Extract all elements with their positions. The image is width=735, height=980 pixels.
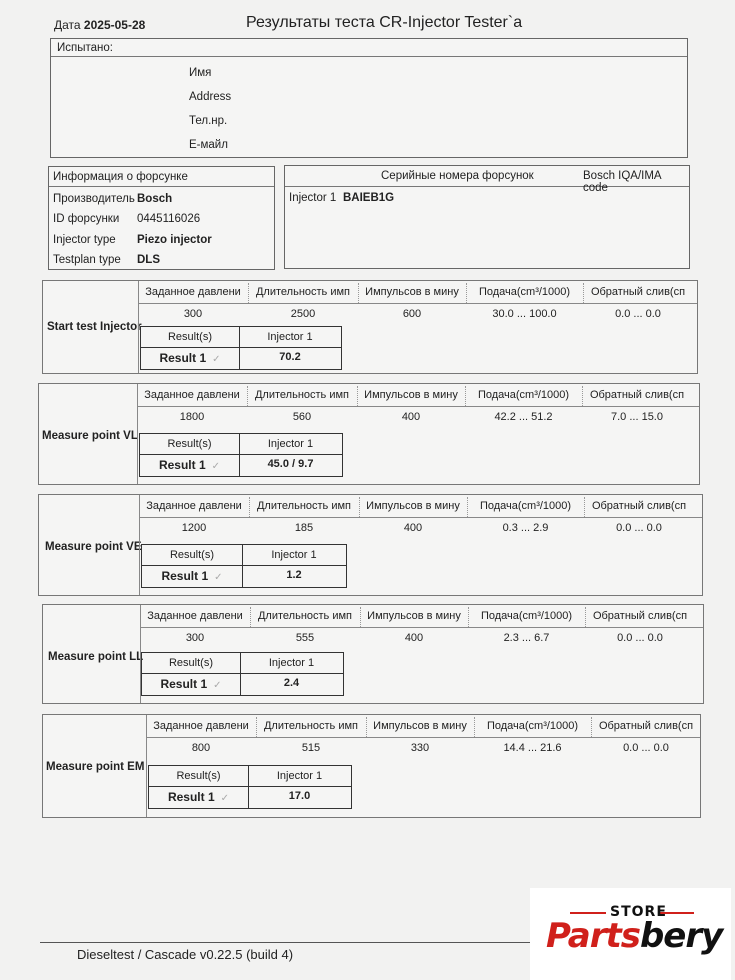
test-value: 0.0 ... 0.0 <box>617 632 663 644</box>
logo-brand-part2: bery <box>639 916 723 956</box>
column-header: Длительность имп <box>263 720 358 732</box>
column-header: Подача(cm³/1000) <box>478 286 571 298</box>
column-separator <box>248 283 249 303</box>
result-row-line <box>141 347 341 348</box>
column-header: Подача(cm³/1000) <box>486 720 579 732</box>
address-label: Address <box>189 91 232 103</box>
test-block <box>42 280 698 374</box>
column-separator <box>466 283 467 303</box>
test-value: 14.4 ... 21.6 <box>503 742 562 754</box>
test-header-row <box>140 605 703 628</box>
result-label: Result 1 <box>159 351 207 365</box>
date-value: 2025-05-28 <box>83 18 146 32</box>
serial-injector-label: Injector 1 <box>289 192 337 204</box>
column-header: Обратный слив(сп <box>598 720 694 732</box>
testplan-type-value: DLS <box>137 254 160 266</box>
test-value: 400 <box>404 632 424 644</box>
result-label: Result 1 <box>158 458 206 472</box>
test-block <box>42 604 704 704</box>
report-title: Результаты теста CR-Injector Tester`a <box>246 14 523 31</box>
column-separator <box>591 717 592 737</box>
injector-id-label: ID форсунки <box>53 213 120 225</box>
column-separator <box>366 717 367 737</box>
column-separator <box>583 283 584 303</box>
column-header: Подача(cm³/1000) <box>480 610 573 622</box>
test-value: 1200 <box>181 522 207 534</box>
test-value: 400 <box>401 411 421 423</box>
column-separator <box>357 386 358 406</box>
column-header: Обратный слив(сп <box>590 286 686 298</box>
column-separator <box>256 717 257 737</box>
result-table <box>148 765 352 809</box>
store-logo <box>530 888 731 980</box>
result-table <box>140 326 342 370</box>
serial-injector-code: BAIEB1G <box>343 192 395 204</box>
column-header: Длительность имп <box>254 389 349 401</box>
test-name: Measure point EM <box>46 761 145 773</box>
email-label: E-майл <box>189 139 228 151</box>
column-header: Длительность имп <box>255 286 350 298</box>
test-name: Measure point LL <box>48 651 144 663</box>
column-separator <box>359 497 360 517</box>
result-header-label: Result(s) <box>176 770 221 782</box>
test-name: Measure point VL <box>42 430 138 442</box>
column-header: Импульсов в мину <box>373 720 467 732</box>
test-value: 0.0 ... 0.0 <box>615 308 661 320</box>
test-value: 600 <box>402 308 422 320</box>
result-label: Result 1 <box>161 569 209 583</box>
result-row-label <box>141 351 239 365</box>
injector-info-section <box>48 166 275 270</box>
injector-type-label: Injector type <box>53 234 116 246</box>
column-header: Обратный слив(сп <box>589 389 685 401</box>
check-icon: ✓ <box>220 793 230 804</box>
column-separator <box>249 497 250 517</box>
logo-accent-line <box>570 912 606 914</box>
injector-info-heading: Информация о форсунке <box>49 167 274 187</box>
test-block <box>38 383 700 485</box>
column-separator <box>584 497 585 517</box>
result-row-line <box>140 454 342 455</box>
tested-heading: Испытано: <box>51 39 687 57</box>
column-header: Длительность имп <box>257 610 352 622</box>
test-value: 0.3 ... 2.9 <box>502 522 549 534</box>
result-row-label <box>149 790 248 804</box>
test-value: 185 <box>294 522 314 534</box>
column-separator <box>468 607 469 627</box>
result-row-line <box>149 786 351 787</box>
column-header: Заданное давлени <box>153 720 249 732</box>
result-header-label: Result(s) <box>167 438 212 450</box>
column-separator <box>358 283 359 303</box>
result-header-injector: Injector 1 <box>267 438 314 450</box>
logo-brand-text <box>546 916 722 956</box>
column-separator <box>360 607 361 627</box>
test-value: 515 <box>301 742 321 754</box>
check-icon: ✓ <box>211 461 221 472</box>
result-value: 45.0 / 9.7 <box>267 458 314 470</box>
test-value: 2.3 ... 6.7 <box>503 632 550 644</box>
column-header: Обратный слив(сп <box>592 610 688 622</box>
tested-section <box>50 38 688 158</box>
test-value: 300 <box>183 308 203 320</box>
testplan-type-label: Testplan type <box>53 254 121 266</box>
manufacturer-label: Производитель <box>53 193 135 205</box>
serials-section <box>284 165 690 269</box>
column-header: Обратный слив(сп <box>591 500 687 512</box>
name-label: Имя <box>189 67 212 79</box>
result-row-line <box>142 673 343 674</box>
result-header-injector: Injector 1 <box>268 657 315 669</box>
injector-id-value: 0445116026 <box>137 213 201 225</box>
test-block <box>42 714 701 818</box>
test-value: 400 <box>403 522 423 534</box>
result-table <box>139 433 343 477</box>
result-header-label: Result(s) <box>169 549 214 561</box>
report-date <box>54 18 145 32</box>
column-header: Заданное давлени <box>144 389 240 401</box>
result-label: Result 1 <box>167 790 215 804</box>
column-separator <box>582 386 583 406</box>
result-row-label <box>140 458 239 472</box>
result-header-injector: Injector 1 <box>267 331 313 343</box>
footer-divider <box>40 942 540 943</box>
injector-type-value: Piezo injector <box>137 234 212 246</box>
test-value: 330 <box>410 742 430 754</box>
column-header: Подача(cm³/1000) <box>477 389 570 401</box>
test-value: 560 <box>292 411 312 423</box>
column-header: Длительность имп <box>256 500 351 512</box>
test-value: 30.0 ... 100.0 <box>492 308 557 320</box>
test-value: 7.0 ... 15.0 <box>611 411 663 423</box>
test-value: 800 <box>191 742 211 754</box>
result-row-line <box>142 565 346 566</box>
column-header: Подача(cm³/1000) <box>479 500 572 512</box>
column-header: Импульсов в мину <box>367 610 461 622</box>
column-separator <box>247 386 248 406</box>
result-table <box>141 544 347 588</box>
column-header: Импульсов в мину <box>365 286 459 298</box>
test-header-row <box>138 281 697 304</box>
result-value: 2.4 <box>283 677 300 689</box>
column-header: Импульсов в мину <box>366 500 460 512</box>
check-icon: ✓ <box>214 572 223 583</box>
result-value: 70.2 <box>279 351 301 363</box>
test-value: 555 <box>295 632 315 644</box>
test-name: Start test Injector <box>47 321 142 333</box>
column-header: Заданное давлени <box>145 286 241 298</box>
footer-version: Dieseltest / Cascade v0.22.5 (build 4) <box>77 947 294 962</box>
code-heading: Bosch IQA/IMA code <box>583 170 661 194</box>
column-header: Заданное давлени <box>147 610 243 622</box>
test-value: 0.0 ... 0.0 <box>623 742 669 754</box>
test-header-row <box>146 715 700 738</box>
test-name: Measure point VE <box>45 541 142 553</box>
date-label: Дата <box>54 18 81 32</box>
column-header: Импульсов в мину <box>364 389 458 401</box>
result-header-label: Result(s) <box>168 657 213 669</box>
test-value: 0.0 ... 0.0 <box>616 522 662 534</box>
logo-brand-part1: Parts <box>546 916 640 956</box>
result-label: Result 1 <box>160 677 208 691</box>
result-row-label <box>142 569 242 583</box>
logo-store-text: STORE <box>610 904 667 920</box>
phone-label: Тел.нр. <box>189 115 228 127</box>
result-table <box>141 652 344 696</box>
result-header-injector: Injector 1 <box>271 549 317 561</box>
check-icon: ✓ <box>212 354 221 365</box>
column-separator <box>474 717 475 737</box>
result-header-label: Result(s) <box>167 331 212 343</box>
column-separator <box>585 607 586 627</box>
result-header-injector: Injector 1 <box>276 770 323 782</box>
check-icon: ✓ <box>213 680 222 691</box>
result-row-label <box>142 677 240 691</box>
test-value: 1800 <box>179 411 205 423</box>
result-value: 17.0 <box>288 790 311 802</box>
column-header: Заданное давлени <box>146 500 242 512</box>
manufacturer-value: Bosch <box>137 193 173 205</box>
test-block <box>38 494 703 596</box>
test-header-row <box>137 384 699 407</box>
test-value: 300 <box>185 632 205 644</box>
serials-heading: Серийные номера форсунок <box>381 170 534 182</box>
column-separator <box>467 497 468 517</box>
serials-heading-row <box>285 166 689 194</box>
test-header-row <box>139 495 702 518</box>
result-value: 1.2 <box>286 569 302 581</box>
test-value: 2500 <box>290 308 316 320</box>
column-separator <box>250 607 251 627</box>
test-value: 42.2 ... 51.2 <box>494 411 553 423</box>
column-separator <box>465 386 466 406</box>
